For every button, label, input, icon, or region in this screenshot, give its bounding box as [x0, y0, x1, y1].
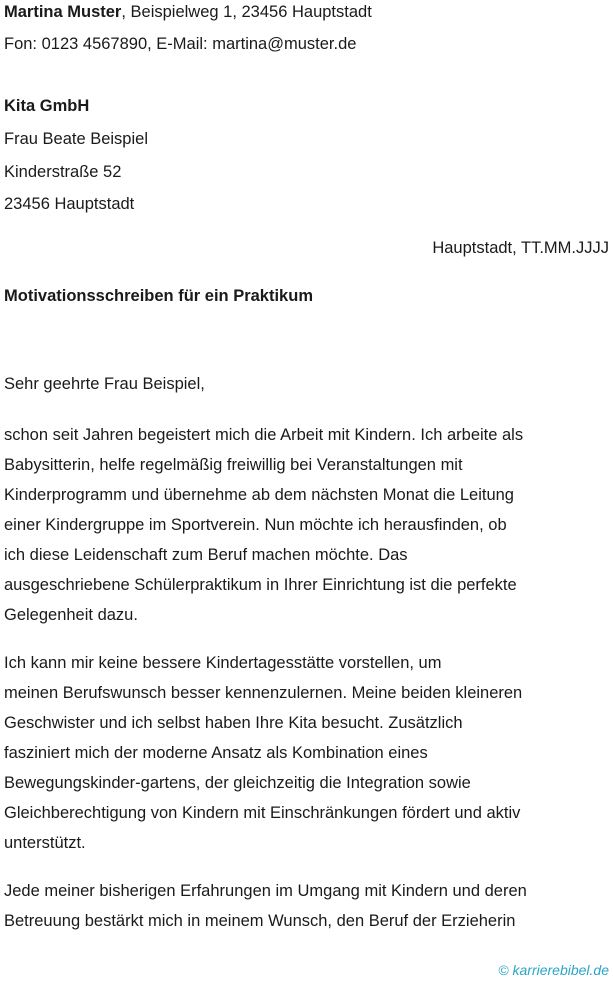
paragraph-2	[4, 648, 612, 858]
paragraph-line: unterstützt.	[4, 834, 86, 852]
paragraph-line: Bewegungskinder-gartens, der gleichzeitig die Integration sowie	[4, 774, 471, 792]
subject-line: Motivationsschreiben für ein Praktikum	[4, 287, 313, 305]
paragraph-line: Gelegenheit dazu.	[4, 606, 138, 624]
recipient-city: 23456 Hauptstadt	[4, 195, 135, 213]
copyright-symbol: ©	[498, 962, 509, 978]
paragraph-line: einer Kindergruppe im Sportverein. Nun möchte ich herausfinden, ob	[4, 516, 507, 534]
paragraph-line: Betreuung bestärkt mich in meinem Wunsch, den Beruf der Erzieherin	[4, 912, 516, 930]
salutation: Sehr geehrte Frau Beispiel,	[4, 375, 205, 393]
sender-contact: Fon: 0123 4567890, E-Mail: martina@muster.de	[4, 35, 357, 53]
recipient-company: Kita GmbH	[4, 97, 90, 115]
watermark-site: karrierebibel.de	[512, 962, 609, 978]
sender-name: Martina Muster	[4, 3, 122, 21]
paragraph-line: Gleichberechtigung von Kindern mit Einschränkungen fördert und aktiv	[4, 804, 521, 822]
paragraph-3	[4, 876, 612, 936]
paragraph-line: Ich kann mir keine bessere Kindertagesstätte vorstellen, um	[4, 654, 442, 672]
paragraph-1	[4, 420, 612, 630]
recipient-person: Frau Beate Beispiel	[4, 130, 148, 148]
sender-line	[4, 2, 372, 22]
paragraph-line: ausgeschriebene Schülerpraktikum in Ihrer Einrichtung ist die perfekte	[4, 576, 517, 594]
paragraph-line: fasziniert mich der moderne Ansatz als Kombination eines	[4, 744, 428, 762]
paragraph-line: Babysitterin, helfe regelmäßig freiwillig bei Veranstaltungen mit	[4, 456, 463, 474]
paragraph-line: meinen Berufswunsch besser kennenzulernen. Meine beiden kleineren	[4, 684, 523, 702]
recipient-street: Kinderstraße 52	[4, 163, 122, 181]
paragraph-line: Jede meiner bisherigen Erfahrungen im Umgang mit Kindern und deren	[4, 882, 527, 900]
date-line: Hauptstadt, TT.MM.JJJJ	[432, 239, 609, 257]
sender-address: , Beispielweg 1, 23456 Hauptstadt	[121, 3, 372, 21]
paragraph-line: ich diese Leidenschaft zum Beruf machen möchte. Das	[4, 546, 408, 564]
paragraph-line: schon seit Jahren begeistert mich die Arbeit mit Kindern. Ich arbeite als	[4, 426, 524, 444]
paragraph-line: Kinderprogramm und übernehme ab dem nächsten Monat die Leitung	[4, 486, 514, 504]
watermark	[498, 962, 609, 978]
paragraph-line: Geschwister und ich selbst haben Ihre Kita besucht. Zusätzlich	[4, 714, 463, 732]
